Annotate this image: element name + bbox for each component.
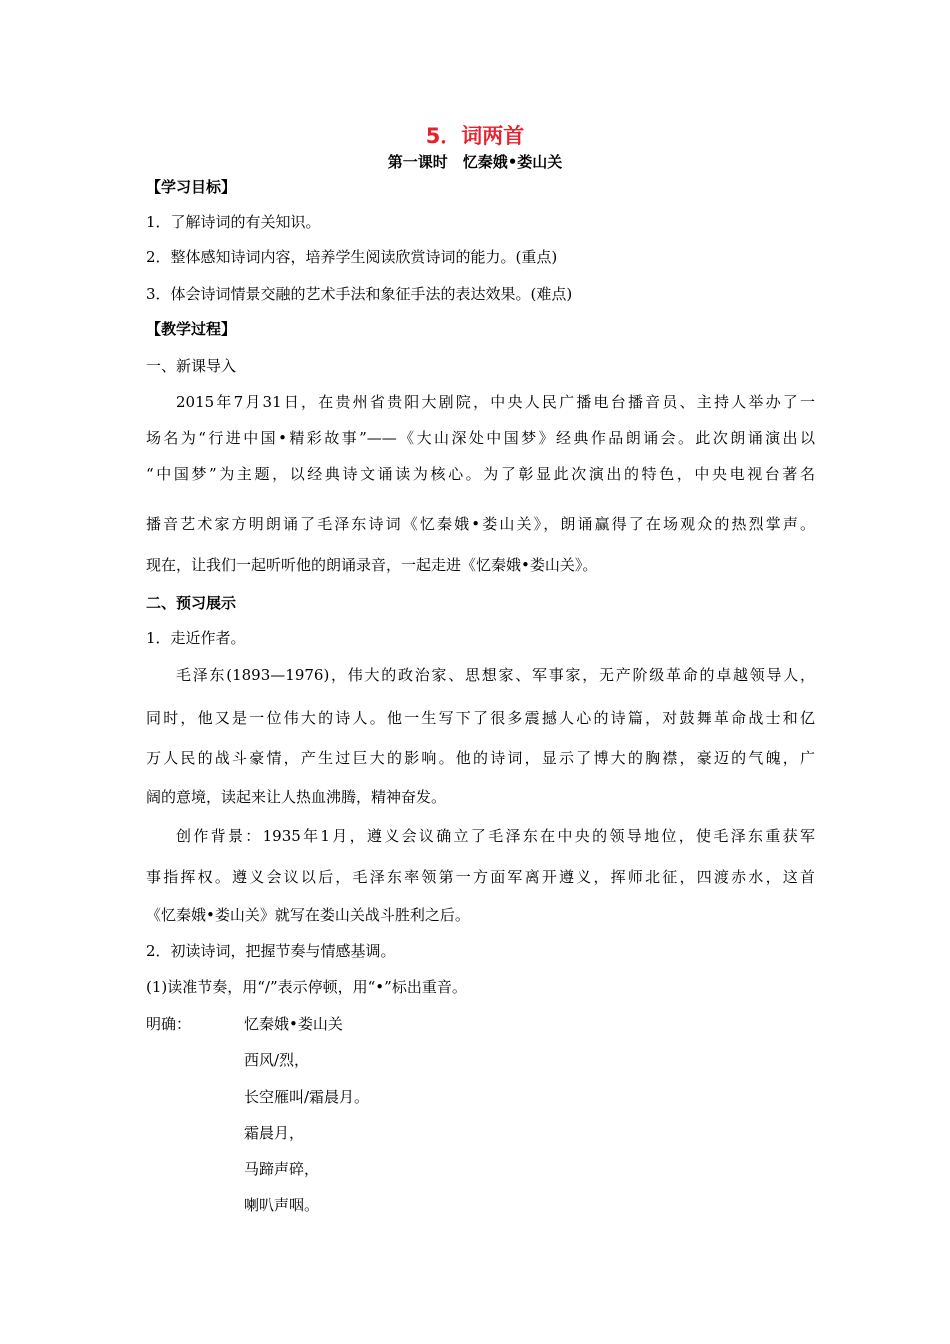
poem-line: 忆秦娥•娄山关 (244, 1015, 343, 1033)
author-heading: 1．走近作者。 (146, 629, 246, 647)
reading-sub: (1)读准节奏，用“/”表示停顿，用“•”标出重音。 (146, 978, 467, 996)
lesson-title: 5．词两首 (425, 124, 525, 148)
intro-paragraph-line: 现在，让我们一起听听他的朗诵录音，一起走进《忆秦娥•娄山关》。 (146, 556, 598, 574)
goal-item: 2．整体感知诗词内容，培养学生阅读欣赏诗词的能力。(重点) (146, 248, 558, 266)
author-paragraph-line: 毛泽东(1893—1976)，伟大的政治家、思想家、军事家，无产阶级革命的卓越领导人， (176, 666, 815, 684)
goals-heading: 【学习目标】 (146, 178, 237, 196)
background-paragraph-line: 《忆秦娥•娄山关》就写在娄山关战斗胜利之后。 (146, 906, 470, 924)
poem-line: 霜晨月， (244, 1124, 305, 1142)
goal-item: 3．体会诗词情景交融的艺术手法和象征手法的表达效果。(难点) (146, 285, 573, 303)
intro-paragraph-line: 场名为“行进中国•精彩故事”——《大山深处中国梦》经典作品朗诵会。此次朗诵演出以 (146, 429, 815, 447)
intro-heading: 一、新课导入 (146, 357, 237, 375)
author-paragraph-line: 同时，他又是一位伟大的诗人。他一生写下了很多震撼人心的诗篇，对鼓舞革命战士和亿 (146, 709, 815, 727)
intro-paragraph-line: “中国梦”为主题，以经典诗文诵读为核心。为了彰显此次演出的特色，中央电视台著名 (146, 465, 815, 483)
author-paragraph-line: 阔的意境，读起来让人热血沸腾，精神奋发。 (146, 788, 447, 806)
intro-paragraph-line: 2015年7月31日，在贵州省贵阳大剧院，中央人民广播电台播音员、主持人举办了一 (176, 393, 815, 411)
author-paragraph-line: 万人民的战斗豪情，产生过巨大的影响。他的诗词，显示了博大的胸襟，豪迈的气魄，广 (146, 749, 815, 767)
reading-heading: 2．初读诗词，把握节奏与情感基调。 (146, 942, 396, 960)
poem-line: 西风/烈， (244, 1051, 310, 1069)
poem-line: 马蹄声碎， (244, 1160, 320, 1178)
preview-heading: 二、预习展示 (146, 594, 237, 612)
process-heading: 【教学过程】 (146, 320, 237, 338)
goal-item: 1．了解诗词的有关知识。 (146, 213, 321, 231)
lesson-subtitle: 第一课时 忆秦娥•娄山关 (387, 153, 563, 171)
background-paragraph-line: 创作背景：1935年1月，遵义会议确立了毛泽东在中央的领导地位，使毛泽东重获军 (176, 827, 815, 845)
background-paragraph-line: 事指挥权。遵义会议以后，毛泽东率领第一方面军离开遵义，挥师北征，四渡赤水，这首 (146, 868, 815, 886)
poem-line: 喇叭声咽。 (244, 1196, 320, 1214)
poem-line: 长空雁叫/霜晨月。 (244, 1088, 370, 1106)
answer-label: 明确： (146, 1015, 192, 1033)
intro-paragraph-line: 播音艺术家方明朗诵了毛泽东诗词《忆秦娥•娄山关》，朗诵赢得了在场观众的热烈掌声。 (146, 515, 815, 533)
